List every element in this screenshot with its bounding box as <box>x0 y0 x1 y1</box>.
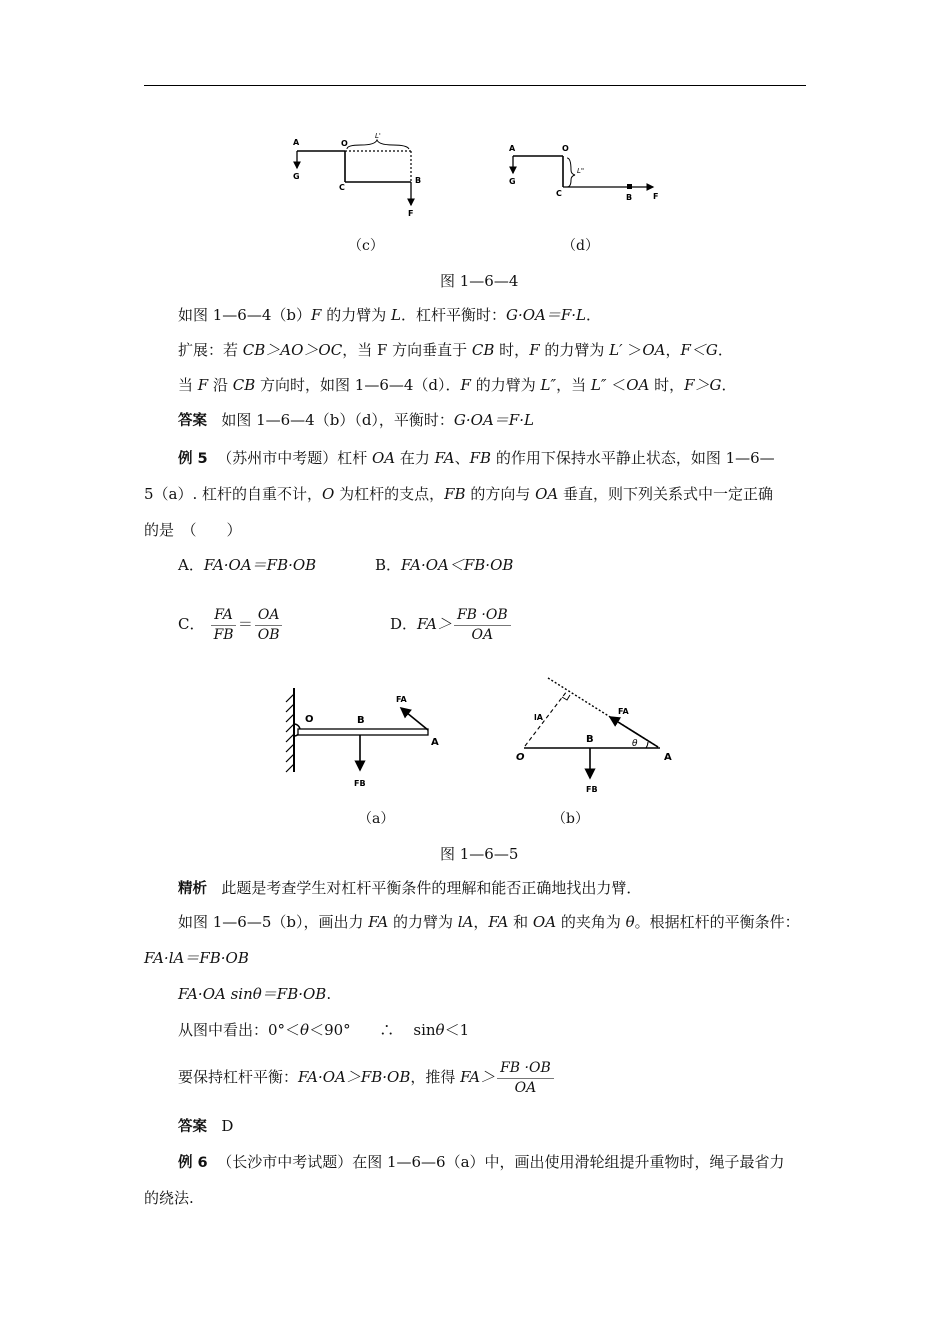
label-A: A <box>509 144 516 153</box>
label-A: A <box>664 752 672 763</box>
subcaption-c: （c） <box>348 238 384 254</box>
label-O: O <box>305 714 314 725</box>
example-5-line-1: 例 5 （苏州市中考题）杠杆 OA 在力 FA、FB 的作用下保持水平静止状态，如图 1—6— <box>178 449 775 467</box>
analysis: 精析 此题是考查学生对杠杆平衡条件的理解和能否正确地找出力臂． <box>178 879 642 897</box>
figure-1-6-5-a <box>278 682 448 797</box>
option-c: C． $\frac{FA}{FB}$ ＝ $\frac{OA}{OB}$ <box>178 602 284 646</box>
label-C: C <box>339 183 345 192</box>
label-FB: FB <box>354 779 366 788</box>
label-F: F <box>408 209 414 218</box>
equation-2: FA·OA sinθ＝FB·OB. <box>178 985 332 1003</box>
label-L-prime: L' <box>375 132 381 140</box>
label-B: B <box>357 715 365 726</box>
label-O: O <box>341 139 348 148</box>
label-B: B <box>586 734 594 745</box>
header-rule <box>144 85 806 86</box>
example-5-line-3: 的是 （ ） <box>144 521 242 539</box>
paragraph: 从图中看出：0°＜θ＜90° ∴ sinθ＜1 <box>178 1021 470 1039</box>
paragraph: 扩展：若 CB＞AO＞OC，当 F 方向垂直于 CB 时，F 的力臂为 L′ ＞OA，F＜G． <box>178 341 733 359</box>
label-B: B <box>415 176 422 185</box>
label-F: F <box>653 192 659 201</box>
option-a: A．FA·OA＝FB·OB <box>178 556 317 574</box>
option-d: D．FA＞ $\frac{FB \cdot OB}{OA}$ <box>390 602 513 646</box>
paragraph: 当 F 沿 CB 方向时，如图 1—6—4（d）．F 的力臂为 L″，当 L″ ＜OA 时，F＞G． <box>178 376 737 394</box>
answer: 答案 D <box>178 1117 234 1135</box>
label-C: C <box>556 189 562 198</box>
subcaption-d: （d） <box>562 238 599 254</box>
example-6-line-2: 的绕法. <box>144 1189 194 1207</box>
subcaption-b: （b） <box>552 811 589 827</box>
figure-caption: 图 1—6—5 <box>440 845 519 863</box>
label-lA: lA <box>534 713 543 722</box>
answer: 答案 如图 1—6—4（b）（d），平衡时：G·OA＝F·L <box>178 411 534 429</box>
example-5-line-2: 5（a）. 杠杆的自重不计，O 为杠杆的支点，FB 的方向与 OA 垂直，则下列关系式中一定正确 <box>144 485 774 503</box>
paragraph: 如图 1—6—5（b），画出力 FA 的力臂为 lA，FA 和 OA 的夹角为 θ。根据杠杆的平衡条件： <box>178 913 800 931</box>
label-A: A <box>293 138 300 147</box>
label-theta: θ <box>632 739 638 749</box>
option-b: B．FA·OA＜FB·OB <box>375 556 514 574</box>
equation-1: FA·lA＝FB·OB <box>144 949 249 967</box>
paragraph: 如图 1—6—4（b）F 的力臂为 L．杠杆平衡时：G·OA＝F·L． <box>178 306 602 324</box>
label-B: B <box>626 193 633 202</box>
label-G: G <box>293 172 300 181</box>
label-L-double-prime: L" <box>577 167 585 175</box>
label-A: A <box>431 737 439 748</box>
label-FA: FA <box>396 695 407 704</box>
label-O: O <box>562 144 569 153</box>
figure-1-6-4-c <box>285 130 435 220</box>
label-FB: FB <box>586 785 598 794</box>
figure-1-6-4-d <box>505 140 665 210</box>
paragraph: 要保持杠杆平衡：FA·OA＞FB·OB，推得 FA＞ $\frac{FB \cdot OB}{OA}$ <box>178 1055 556 1099</box>
example-6-line-1: 例 6 （长沙市中考试题）在图 1—6—6（a）中，画出使用滑轮组提升重物时，绳子最省力 <box>178 1153 785 1171</box>
label-G: G <box>509 177 516 186</box>
figure-1-6-5-b <box>510 668 685 798</box>
figure-caption: 图 1—6—4 <box>440 272 519 290</box>
label-FA: FA <box>618 707 629 716</box>
label-O: O <box>516 752 525 763</box>
subcaption-a: （a） <box>358 811 395 827</box>
